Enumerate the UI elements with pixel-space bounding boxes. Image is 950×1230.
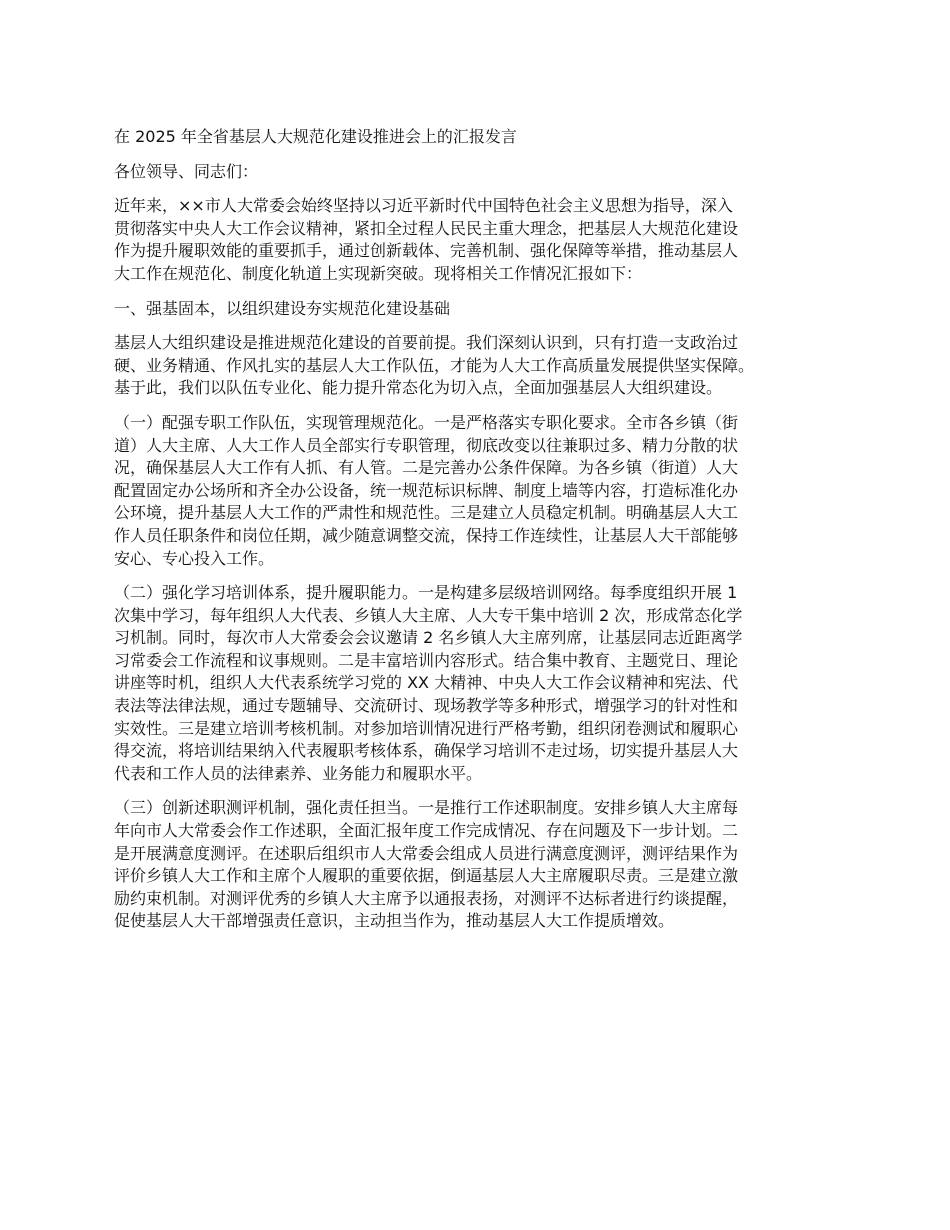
section-heading	[114, 298, 850, 321]
paragraph-line: 近年来，××市人大常委会始终坚持以习近平新时代中国特色社会主义思想为指导，深入	[114, 196, 733, 216]
paragraph-line: 得交流，将培训结果纳入代表履职考核体系，确保学习培训不走过场，切实提升基层人大	[114, 741, 739, 761]
paragraph-line: 代表和工作人员的法律素养、业务能力和履职水平。	[114, 763, 483, 783]
paragraph-line: 道）人大主席、人大工作人员全部实行专职管理，彻底改变以往兼职过多、精力分散的状	[114, 435, 739, 455]
paragraph-line: 硬、业务精通、作风扎实的基层人大工作队伍，才能为人大工作高质量发展提供坚实保障。	[114, 355, 755, 375]
document-title: 在 2025 年全省基层人大规范化建设推进会上的汇报发言	[114, 127, 517, 146]
body-paragraph	[114, 332, 850, 400]
paragraph-line: 是开展满意度测评。在述职后组织市人大常委会组成人员进行满意度测评，测评结果作为	[114, 843, 739, 863]
paragraph-line: 表法等法律法规，通过专题辅导、交流研讨、现场教学等多种形式，增强学习的针对性和	[114, 696, 739, 716]
document-page	[114, 126, 850, 945]
paragraph-line: 配置固定办公场所和齐全办公设备，统一规范标识标牌、制度上墙等内容，打造标准化办	[114, 480, 739, 500]
body-paragraph	[114, 582, 850, 785]
body-paragraph	[114, 797, 850, 933]
paragraph-line: 励约束机制。对测评优秀的乡镇人大主席予以通报表扬，对测评不达标者进行约谈提醒，	[114, 888, 739, 908]
paragraph-line: 一、强基固本，以组织建设夯实规范化建设基础	[114, 298, 451, 318]
paragraph-line: 贯彻落实中央人大工作会议精神，紧扣全过程人民民主重大理念，把基层人大规范化建设	[114, 218, 739, 238]
paragraph-line: 基层人大组织建设是推进规范化建设的首要前提。我们深刻认识到，只有打造一支政治过	[114, 333, 739, 353]
paragraph-line: 习常委会工作流程和议事规则。二是丰富培训内容形式。结合集中教育、主题党日、理论	[114, 650, 739, 670]
paragraph-line: 促使基层人大干部增强责任意识，主动担当作为，推动基层人大工作提质增效。	[114, 911, 675, 931]
paragraph-line: 讲座等时机，组织人大代表系统学习党的 XX 大精神、中央人大工作会议精神和宪法、代	[114, 673, 739, 693]
salutation: 各位领导、同志们：	[114, 161, 259, 181]
paragraph-line: 况，确保基层人大工作有人抓、有人管。二是完善办公条件保障。为各乡镇（街道）人大	[114, 458, 739, 478]
document-body	[114, 195, 850, 933]
paragraph-line: 习机制。同时，每次市人大常委会会议邀请 2 名乡镇人大主席列席，让基层同志近距离学	[114, 628, 743, 648]
paragraph-line: 作人员任职条件和岗位任期，减少随意调整交流，保持工作连续性，让基层人大干部能够	[114, 525, 739, 545]
paragraph-line: （一）配强专职工作队伍，实现管理规范化。一是严格落实专职化要求。全市各乡镇（街	[114, 412, 739, 432]
paragraph-line: （三）创新述职测评机制，强化责任担当。一是推行工作述职制度。安排乡镇人大主席每	[114, 798, 739, 818]
paragraph-line: 次集中学习，每年组织人大代表、乡镇人大主席、人大专干集中培训 2 次，形成常态化学	[114, 605, 743, 625]
paragraph-line: 评价乡镇人大工作和主席个人履职的重要依据，倒逼基层人大主席履职尽责。三是建立激	[114, 866, 739, 886]
paragraph-line: 实效性。三是建立培训考核机制。对参加培训情况进行严格考勤，组织闭卷测试和履职心	[114, 718, 739, 738]
paragraph-line: 年向市人大常委会作工作述职，全面汇报年度工作完成情况、存在问题及下一步计划。二	[114, 821, 739, 841]
paragraph-line: 安心、专心投入工作。	[114, 548, 275, 568]
paragraph-line: 作为提升履职效能的重要抓手，通过创新载体、完善机制、强化保障等举措，推动基层人	[114, 241, 739, 261]
paragraph-line: （二）强化学习培训体系，提升履职能力。一是构建多层级培训网络。每季度组织开展 1	[114, 583, 738, 603]
paragraph-line: 大工作在规范化、制度化轨道上实现新突破。现将相关工作情况汇报如下：	[114, 263, 643, 283]
body-paragraph	[114, 195, 850, 285]
paragraph-line: 公环境，提升基层人大工作的严肃性和规范性。三是建立人员稳定机制。明确基层人大工	[114, 503, 739, 523]
paragraph-line: 基于此，我们以队伍专业化、能力提升常态化为切入点，全面加强基层人大组织建设。	[114, 378, 723, 398]
body-paragraph	[114, 412, 850, 570]
